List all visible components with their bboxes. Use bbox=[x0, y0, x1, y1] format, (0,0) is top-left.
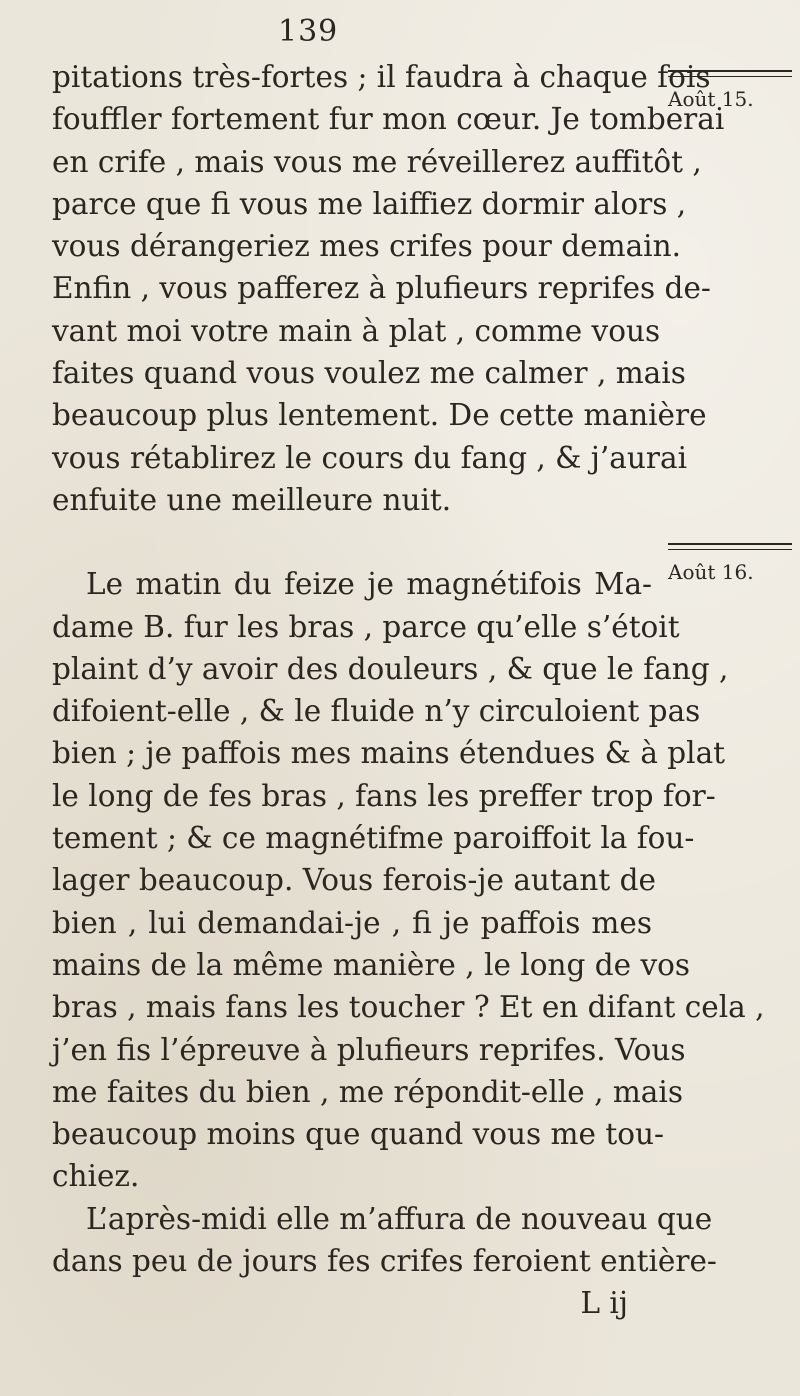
text-line: bien , lui demandai-je , fi je paffois mes bbox=[52, 905, 652, 940]
margin-note-aout-16 bbox=[668, 543, 792, 584]
text-line: enfuite une meilleure nuit. bbox=[52, 482, 452, 517]
text-line: difoient-elle , & le fluide n’y circuloient pas bbox=[52, 694, 701, 729]
text-line: dans peu de jours fes crifes feroient entière- bbox=[52, 1244, 717, 1279]
text-line: bien ; je paffois mes mains étendues & à plat bbox=[52, 736, 726, 771]
text-line: chiez. bbox=[52, 1159, 140, 1194]
margin-date-label: Août 15. bbox=[668, 87, 754, 111]
text-line: dame B. fur les bras , parce qu’elle s’étoit bbox=[52, 609, 680, 644]
text-line: beaucoup moins que quand vous me tou- bbox=[52, 1117, 664, 1152]
text-line: le long de fes bras , fans les preffer trop for- bbox=[52, 778, 716, 813]
text-line: beaucoup plus lentement. De cette manière bbox=[52, 398, 707, 433]
text-line: vant moi votre main à plat , comme vous bbox=[52, 313, 661, 348]
text-line: mains de la même manière , le long de vos bbox=[52, 947, 691, 982]
text-line: Le matin du feize je magnétifois Ma- bbox=[86, 567, 652, 602]
text-line: tement ; & ce magnétifme paroiffoit la fou- bbox=[52, 821, 695, 856]
margin-date-label: Août 16. bbox=[668, 560, 754, 584]
text-line: bras , mais fans les toucher ? Et en difant cela , bbox=[52, 990, 765, 1025]
text-line: pitations très-fortes ; il faudra à chaque fois bbox=[52, 60, 711, 94]
text-line: en crife , mais vous me réveillerez auffitôt , bbox=[52, 144, 702, 179]
text-line: parce que fi vous me laiffiez dormir alors , bbox=[52, 186, 687, 221]
text-line: vous rétablirez le cours du fang , & j’aurai bbox=[52, 440, 687, 475]
page-number: 139 bbox=[278, 14, 339, 49]
catchword: L ij bbox=[580, 1286, 628, 1321]
text-line: L’après-midi elle m’affura de nouveau que bbox=[86, 1201, 713, 1236]
text-line: lager beaucoup. Vous ferois-je autant de bbox=[52, 863, 656, 898]
margin-rule bbox=[668, 70, 792, 77]
margin-note-aout-15 bbox=[668, 70, 792, 111]
text-line: vous dérangeriez mes crifes pour demain. bbox=[52, 229, 681, 264]
margin-rule bbox=[668, 543, 792, 550]
text-line: j’en fis l’épreuve à plufieurs reprifes. Vous bbox=[52, 1032, 686, 1067]
text-line: faites quand vous voulez me calmer , mais bbox=[52, 356, 686, 391]
text-line: plaint d’y avoir des douleurs , & que le fang , bbox=[52, 651, 729, 686]
paragraph-3 bbox=[52, 1198, 717, 1283]
text-line: Enfin , vous pafferez à plufieurs reprifes de- bbox=[52, 271, 711, 306]
paragraph-gap bbox=[52, 521, 652, 563]
text-line: me faites du bien , me répondit-elle , mais bbox=[52, 1074, 683, 1109]
text-line: fouffler fortement fur mon cœur. Je tomberai bbox=[52, 102, 725, 137]
